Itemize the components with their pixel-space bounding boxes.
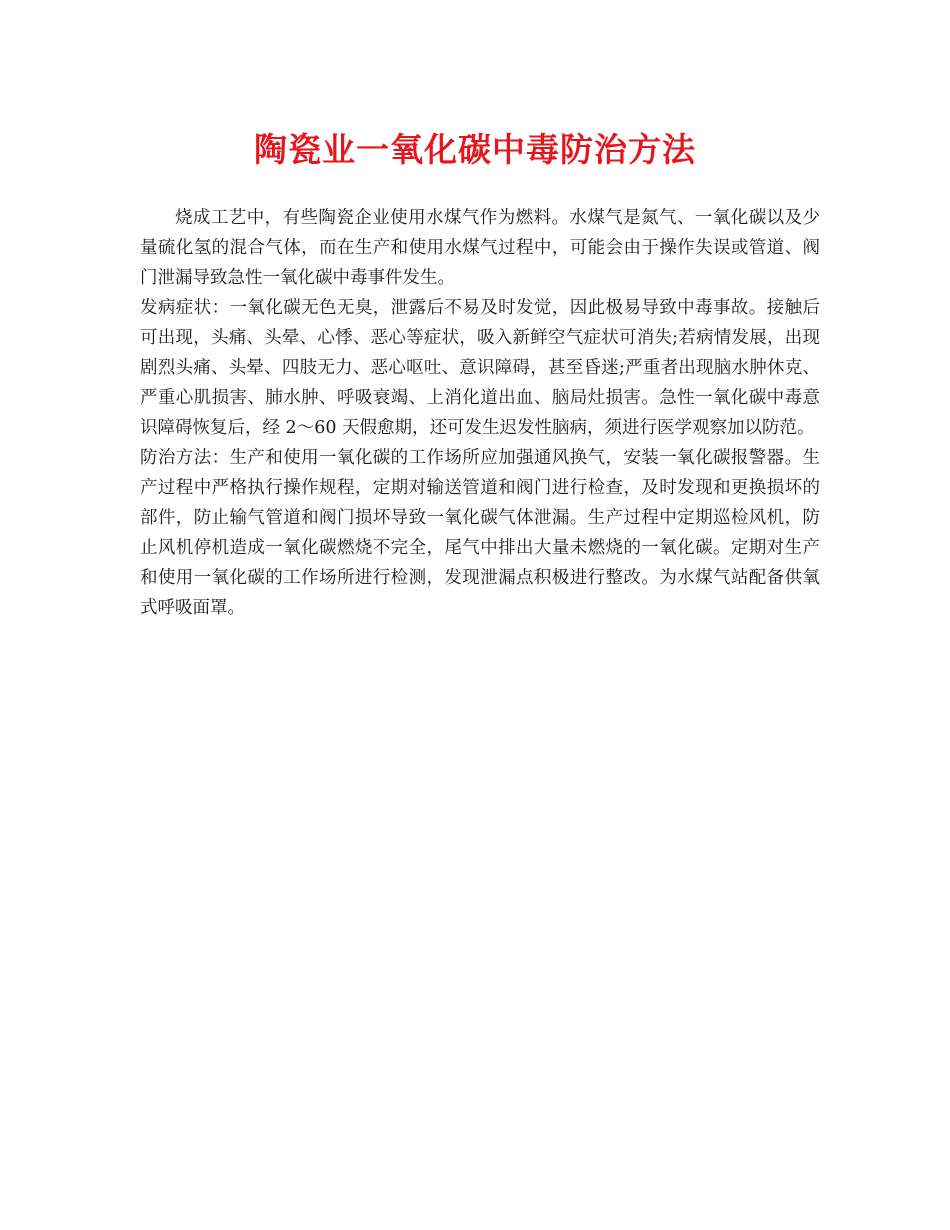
intro-paragraph: 烧成工艺中，有些陶瓷企业使用水煤气作为燃料。水煤气是氮气、一氧化碳以及少量硫化氢的混合气体，而在生产和使用水煤气过程中，可能会由于操作失误或管道、阀门泄漏导致急性一氧化碳中毒事件发生。 [140,208,820,288]
symptoms-paragraph: 发病症状：一氧化碳无色无臭，泄露后不易及时发觉，因此极易导致中毒事故。接触后可出现，头痛、头晕、心悸、恶心等症状，吸入新鲜空气症状可消失;若病情发展，出现剧烈头痛、头晕、四肢无力、恶心呕吐、意识障碍，甚至昏迷;严重者出现脑水肿休克、严重心肌损害、肺水肿、呼吸衰竭、上消化道出血、脑局灶损害。急性一氧化碳中毒意识障碍恢复后，经 2～60 天假愈期，还可发生迟发性脑病，须进行医学观察加以防范。 [140,298,820,438]
prevention-paragraph: 防治方法：生产和使用一氧化碳的工作场所应加强通风换气，安装一氧化碳报警器。生产过程中严格执行操作规程，定期对输送管道和阀门进行检查，及时发现和更换损坏的部件，防止输气管道和阀门损坏导致一氧化碳气体泄漏。生产过程中定期巡检风机，防止风机停机造成一氧化碳燃烧不完全，尾气中排出大量未燃烧的一氧化碳。定期对生产和使用一氧化碳的工作场所进行检测，发现泄漏点积极进行整改。为水煤气站配备供氧式呼吸面罩。 [140,448,820,618]
document-body [140,203,820,623]
document-title: 陶瓷业一氧化碳中毒防治方法 [254,130,696,169]
